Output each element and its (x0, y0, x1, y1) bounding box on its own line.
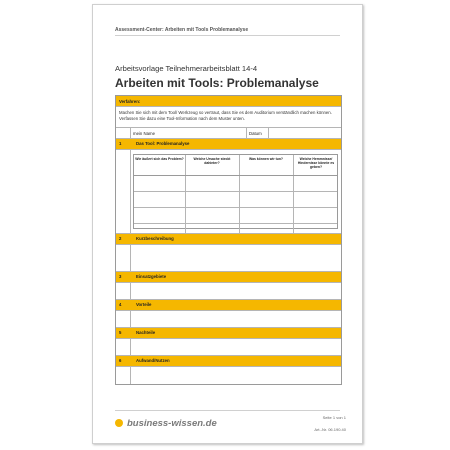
section-3-header (116, 272, 341, 283)
verfahren-text-row (116, 107, 341, 128)
section-6-body[interactable] (116, 367, 341, 384)
section-2-body[interactable] (116, 245, 341, 272)
section-number: 6 (119, 358, 122, 363)
section-number: 2 (119, 236, 122, 241)
document-subtitle: Arbeitsvorlage Teilnehmerarbeitsblatt 14-4 (115, 64, 258, 73)
section-title: Das Tool: Problemanalyse (136, 141, 190, 146)
section-4-header (116, 300, 341, 311)
section-1-body (116, 150, 341, 234)
footer-divider (115, 410, 340, 411)
table-row[interactable] (134, 176, 337, 192)
name-date-row (116, 128, 341, 139)
name-label: mein Name (133, 131, 155, 136)
page-number: Seite 1 von 1 (322, 415, 346, 420)
column-header: Welche Ursache steckt dahinter? (193, 157, 231, 165)
table-row[interactable] (134, 192, 337, 208)
column-header: Wie äußert sich das Problem? (135, 157, 184, 161)
section-title: Einsatzgebiete (136, 274, 167, 279)
verfahren-header (116, 96, 341, 107)
section-title: Vorteile (136, 302, 152, 307)
section-4-body[interactable] (116, 311, 341, 328)
document-page (92, 4, 363, 444)
section-2-header (116, 234, 341, 245)
header-divider (115, 35, 340, 36)
section-title: Nachteile (136, 330, 156, 335)
tool-table (133, 154, 338, 229)
section-5-body[interactable] (116, 339, 341, 356)
logo: business-wissen.de (127, 418, 217, 429)
section-6-header (116, 356, 341, 367)
datum-label: Datum (249, 131, 262, 136)
section-number: 5 (119, 330, 122, 335)
section-5-header (116, 328, 341, 339)
section-title: Aufwand/Nutzen (136, 358, 170, 363)
column-header: Was können wir tun? (249, 157, 283, 161)
document-header: Assessment-Center: Arbeiten mit Tools Problemanalyse (115, 27, 249, 33)
section-1-header (116, 139, 341, 150)
section-number: 4 (119, 302, 122, 307)
section-number: 1 (119, 141, 122, 146)
section-title: Kurzbeschreibung (136, 236, 174, 241)
tool-table-header (134, 155, 337, 176)
worksheet-form (115, 95, 342, 385)
document-title: Arbeiten mit Tools: Problemanalyse (115, 76, 319, 90)
verfahren-text: Machen Sie sich mit dem Tool/ Werkzeug so vertraut, dass Sie es dem Auditorium verständlich machen können. Verfassen Sie dazu eine Tool-Information nach dem Muster unten. (119, 110, 332, 121)
table-row[interactable] (134, 208, 337, 224)
logo-dot-icon (115, 419, 123, 427)
section-number: 3 (119, 274, 122, 279)
article-number: Art.-Nr. 06.190.40 (314, 427, 346, 432)
verfahren-label: Verfahren: (119, 99, 141, 104)
column-header: Welche Hemmnisse/ Hindernisse könnte es geben? (297, 157, 335, 169)
section-3-body[interactable] (116, 283, 341, 300)
